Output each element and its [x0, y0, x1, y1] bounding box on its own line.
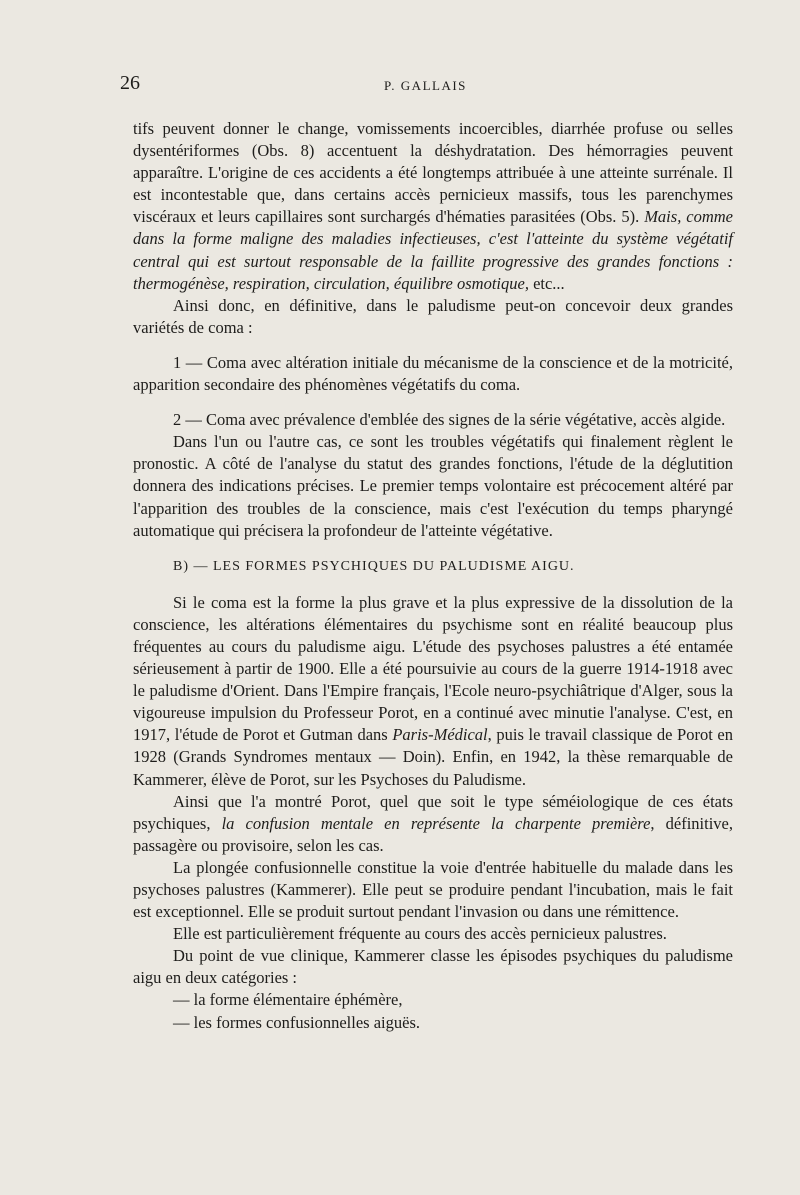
paragraph-confusional-plunge: La plongée confusionnelle constitue la voie d'entrée habituelle du malade dans les psychoses palustres (Kammerer). Elle peut se produire pendant l'incubation, mais le fait est exceptionnel. Elle se produit surtout pendant l'invasion ou dans une rémittence. [133, 857, 733, 922]
paragraph-text: tifs peuvent donner le change, vomissements incoercibles, diarrhée profuse ou selles dysentériformes (Obs. 8) accentuent la déshydratation. Des hémorragies peuvent apparaître. L'origine de ces accidents a été longtemps attribuée à une atteinte surrénale. Il est incontestable que, dans certains accès pernicieux massifs, tous les parenchymes viscéraux et leurs capillaires sont surchargés d'hématies parasitées (Obs. 5). [133, 119, 733, 227]
paragraph-text: , définitive, passagère ou provisoire, selon les cas. [133, 813, 734, 855]
running-header-author: P. GALLAIS [384, 78, 467, 93]
paragraph-dehydration [133, 118, 733, 295]
paragraph-pernicious-attacks: Elle est particulièrement fréquente au cours des accès pernicieux palustres. [173, 924, 667, 944]
paragraph-text: Si le coma est la forme la plus grave et la plus expressive de la dissolution de la conscience, les altérations élémentaires du psychisme sont en réalité beaucoup plus fréquentes au cours du paludisme aigu. L'étude des psychoses palustres a été entamée sérieusement à partir de 1900. Elle a été poursuivie au cours de la guerre 1914-1918 avec le paludisme d'Orient. Dans l'Empire français, l'Ecole neuro-psychiâtrique d'Alger, sous la vigoureuse impulsion du Professeur Porot, en a continué avec minutie l'analyse. C'est, en 1917, l'étude de Porot et Gutman dans [133, 592, 733, 745]
spacer [133, 339, 733, 352]
italic-passage: Mais, comme dans la forme maligne des maladies infectieuses, c'est l'atteinte du système végétatif central qui est surtout responsable de la faillite progressive des grandes fonctions : thermogénèse, respiration, circulation, équilibre osmotique, [133, 207, 733, 293]
paragraph-coma-type-2: 2 — Coma avec prévalence d'emblée des signes de la série végétative, accès algide. [173, 410, 726, 430]
list-item-confusional-forms: — les formes confusionnelles aiguës. [173, 1012, 420, 1032]
paragraph-text: etc... [528, 273, 565, 293]
paragraph-text: , puis le travail classique de Porot en 1928 (Grands Syndromes mentaux — Doin). Enfin, en 1942, la thèse remarquable de Kammerer, élève de Porot, sur les Psychoses du Paludisme. [133, 725, 733, 789]
italic-passage: la confusion mentale en représente la charpente première [221, 813, 651, 833]
list-item-ephemeral-form: — la forme élémentaire éphémère, [173, 990, 403, 1010]
spacer [133, 396, 733, 409]
paragraph-coma-type-1: 1 — Coma avec altération initiale du mécanisme de la conscience et de la motricité, apparition secondaire des phénomènes végétatifs du coma. [133, 352, 733, 395]
paragraph-psychoses-history [133, 592, 733, 791]
paragraph-confusion [133, 791, 733, 857]
paragraph-prognosis: Dans l'un ou l'autre cas, ce sont les troubles végétatifs qui finalement règlent le pronostic. A côté de l'analyse du statut des grandes fonctions, l'étude de la déglutition donnera des indications précises. Le premier temps volontaire est précocement altéré par l'apparition des troubles de la conscience, mais c'est l'exécution du temps pharyngé automatique qui précisera la profondeur de l'atteinte végétative. [133, 432, 733, 540]
page-number: 26 [120, 72, 140, 94]
running-header [120, 70, 732, 100]
section-heading: B) — LES FORMES PSYCHIQUES DU PALUDISME AIGU. [173, 558, 575, 574]
spacer [133, 542, 733, 556]
italic-journal-title: Paris-Médical [392, 725, 488, 745]
spacer [133, 578, 733, 592]
paragraph-two-comas: Ainsi donc, en définitive, dans le paludisme peut-on concevoir deux grandes variétés de coma : [133, 295, 733, 337]
paragraph-kammerer-classification: Du point de vue clinique, Kammerer classe les épisodes psychiques du paludisme aigu en deux catégories : [133, 946, 733, 988]
paragraph-text: Ainsi que l'a montré Porot, quel que soit le type séméiologique de ces états psychiques, [133, 791, 733, 833]
body-text [133, 118, 733, 1034]
